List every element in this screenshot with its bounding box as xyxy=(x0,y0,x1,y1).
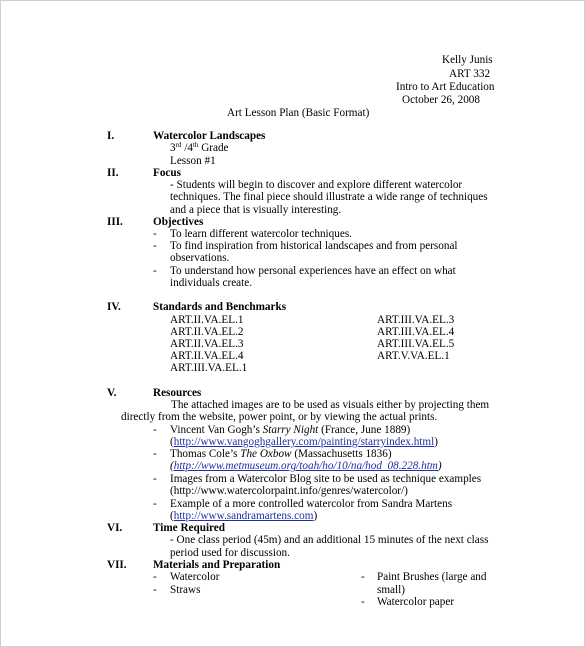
resource-item-starry-night: Vincent Van Gogh’s Starry Night (France, June 1889) xyxy=(170,424,411,436)
objectives-heading: Objectives xyxy=(153,216,204,228)
sandra-martens-link[interactable]: http://www.sandramartens.com xyxy=(173,510,314,522)
standards-heading: Standards and Benchmarks xyxy=(153,301,287,313)
objective-item: To find inspiration from historical landscapes and from personal xyxy=(170,240,458,252)
section-number-4: IV. xyxy=(107,301,121,313)
bullet-dash: - xyxy=(153,498,157,510)
author-name: Kelly Junis xyxy=(442,54,493,66)
grade-level: 3rd /4th Grade xyxy=(170,141,229,154)
course-title: Intro to Art Education xyxy=(396,81,495,93)
resource-item-blog-url: (http://www.watercolorpaint.info/genres/watercolor/) xyxy=(170,485,408,497)
focus-text-line1: - Students will begin to discover and explore different watercolor xyxy=(170,179,463,191)
material-item: Straws xyxy=(170,584,201,596)
met-museum-link[interactable]: http://www.metmuseum.org/toah/ho/10/na/hod_08.228.htm xyxy=(173,460,438,472)
resources-intro-line2: directly from the website, power point, or by viewing the actual prints. xyxy=(121,411,438,423)
resource-link-wrapper: (http://www.sandramartens.com) xyxy=(170,510,318,522)
time-text-line1: - One class period (45m) and an additional 15 minutes of the next class xyxy=(170,534,489,546)
bullet-dash: - xyxy=(361,596,365,608)
material-item-cont: small) xyxy=(377,584,405,596)
section-number-7: VII. xyxy=(107,559,127,571)
focus-text-line2: techniques. The final piece should illustrate a wide range of techniques xyxy=(170,191,488,203)
time-text-line2: period used for discussion. xyxy=(170,547,290,559)
section-number-3: III. xyxy=(107,216,123,228)
standard-code: ART.II.VA.EL.3 xyxy=(170,338,244,350)
resource-link-wrapper: (http://www.metmuseum.org/toah/ho/10/na/hod_08.228.htm) xyxy=(170,460,442,472)
bullet-dash: - xyxy=(153,571,157,583)
course-number: ART 332 xyxy=(449,68,491,80)
bullet-dash: - xyxy=(153,228,157,240)
standard-code: ART.II.VA.EL.2 xyxy=(170,326,244,338)
standard-code: ART.III.VA.EL.4 xyxy=(377,326,455,338)
standard-code: ART.III.VA.EL.1 xyxy=(170,362,248,374)
standard-code: ART.III.VA.EL.5 xyxy=(377,338,455,350)
bullet-dash: - xyxy=(153,240,157,252)
vangogh-gallery-link[interactable]: http://www.vangoghgallery.com/painting/starryindex.html xyxy=(173,436,435,448)
lesson-number: Lesson #1 xyxy=(170,155,216,167)
time-required-heading: Time Required xyxy=(153,522,225,534)
resources-intro-line1: The attached images are to be used as visuals either by projecting them xyxy=(171,399,490,411)
standard-code: ART.II.VA.EL.4 xyxy=(170,350,244,362)
resource-item-oxbow: Thomas Cole’s The Oxbow (Massachusetts 1836) xyxy=(170,448,392,460)
material-item: Paint Brushes (large and xyxy=(377,571,487,583)
section-number-2: II. xyxy=(107,167,119,179)
bullet-dash: - xyxy=(153,424,157,436)
focus-heading: Focus xyxy=(153,167,181,179)
resource-item-martens: Example of a more controlled watercolor from Sandra Martens xyxy=(170,498,453,510)
standard-code: ART.II.VA.EL.1 xyxy=(170,314,244,326)
material-item: Watercolor paper xyxy=(377,596,455,608)
document-title: Art Lesson Plan (Basic Format) xyxy=(227,107,370,119)
bullet-dash: - xyxy=(153,265,157,277)
standard-code: ART.V.VA.EL.1 xyxy=(377,350,450,362)
lesson-title: Watercolor Landscapes xyxy=(153,130,266,142)
section-number-1: I. xyxy=(107,130,115,142)
resource-link-wrapper: (http://www.vangoghgallery.com/painting/starryindex.html) xyxy=(170,436,438,448)
bullet-dash: - xyxy=(361,571,365,583)
focus-text-line3: and a piece that is visually interesting. xyxy=(170,204,342,216)
materials-heading: Materials and Preparation xyxy=(153,559,281,571)
standard-code: ART.III.VA.EL.3 xyxy=(377,314,455,326)
bullet-dash: - xyxy=(153,473,157,485)
objective-item-cont: observations. xyxy=(170,252,230,264)
resource-item-blog: Images from a Watercolor Blog site to be used as technique examples xyxy=(170,473,482,485)
objective-item-cont: individuals create. xyxy=(170,277,253,289)
objective-item: To learn different watercolor techniques. xyxy=(170,228,352,240)
bullet-dash: - xyxy=(153,584,157,596)
material-item: Watercolor xyxy=(170,571,220,583)
objective-item: To understand how personal experiences have an effect on what xyxy=(170,265,456,277)
section-number-5: V. xyxy=(107,387,117,399)
document-date: October 26, 2008 xyxy=(402,94,480,106)
bullet-dash: - xyxy=(153,448,157,460)
resources-heading: Resources xyxy=(153,387,202,399)
section-number-6: VI. xyxy=(107,522,123,534)
